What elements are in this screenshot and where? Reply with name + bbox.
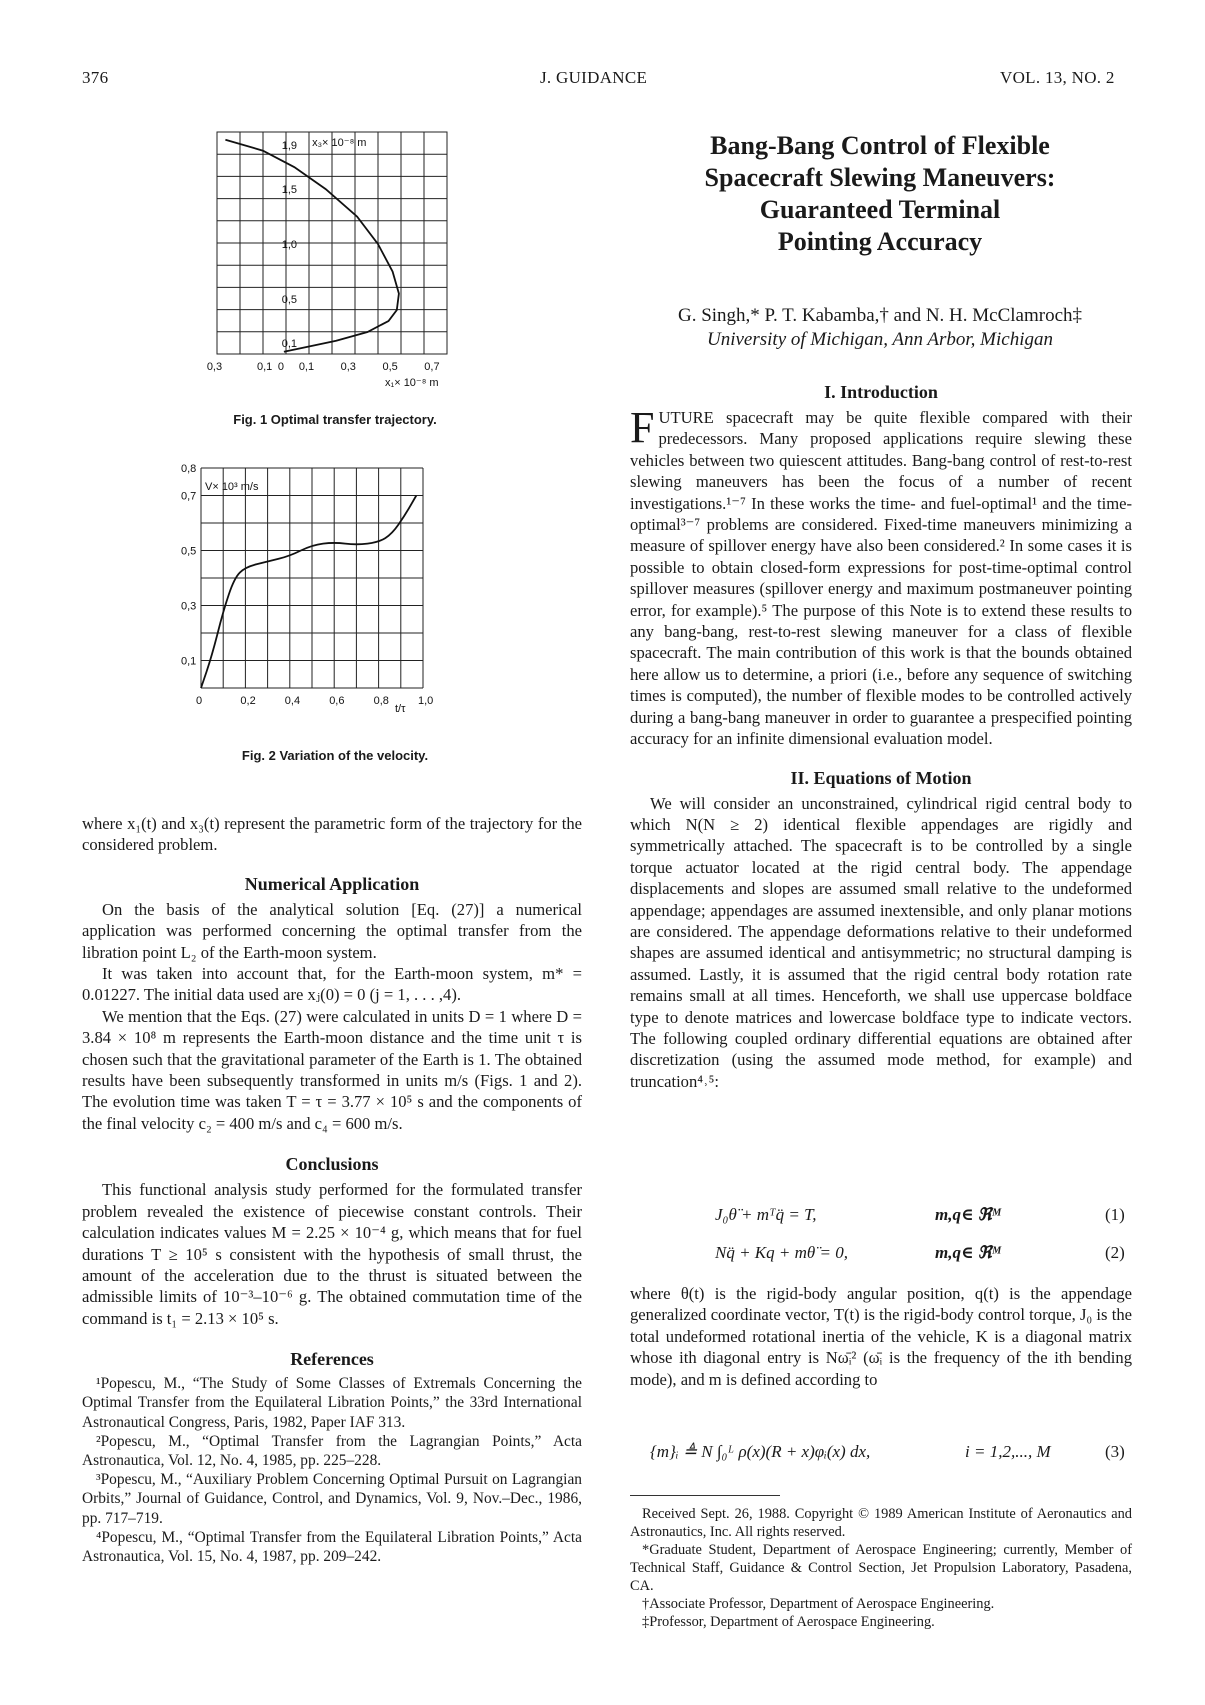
x-tick-label: 0,2 xyxy=(240,695,256,707)
motion-paragraph-2: where θ(t) is the rigid-body angular position, q(t) is the appendage generalized coordinate vector, T(t) is the rigid-body control torque, J₀ is the total undeformed rotational inertia of the vehicle, K is a diagonal matrix whose ith diagonal entry is Nω̄ᵢ² (ω̄ᵢ is the frequency of the ith bending mode), and m is defined according to xyxy=(630,1284,1132,1389)
footnote-item: Received Sept. 26, 1988. Copyright © 1989 American Institute of Aeronautics and Astronautics, Inc. All rights reserved. xyxy=(630,1506,1132,1540)
article-title xyxy=(640,130,1120,258)
journal-name: J. GUIDANCE xyxy=(540,68,648,87)
reference-item: ¹Popescu, M., “The Study of Some Classes of Extremals Concerning the Optimal Transfer from the Equilateral Libration Points,” the 33rd International Astronautical Congress, Paris, 1982, Paper IAF 313. xyxy=(82,1375,582,1431)
y-tick-label: 1,5 xyxy=(281,184,298,197)
volume-info: VOL. 13, NO. 2 xyxy=(1000,68,1115,87)
x-tick-label: 0,3 xyxy=(206,361,223,373)
x-axis-label: t/τ xyxy=(395,703,406,715)
numerical-paragraph-2: It was taken into account that, for the Earth-moon system, m* = 0.01227. The initial data used are xⱼ(0) = 0 (j = 1, . . . ,4). xyxy=(82,964,582,1005)
equation-2-number: (2) xyxy=(1105,1243,1125,1262)
numerical-heading: Numerical Application xyxy=(244,873,420,894)
y-axis-label: x₃× 10⁻⁸ m xyxy=(312,137,367,149)
numerical-paragraph-1: On the basis of the analytical solution [Eq. (27)] a numerical application was performed concerning the optimal transfer from the libration point L₂ of the Earth-moon system. xyxy=(82,899,582,962)
conclusions-paragraph: This functional analysis study performed for the formulated transfer problem revealed the existence of piecewise constant controls. Their calculation indicates values M = 2.25 × 10⁻⁴ g, which means that for fuel durations T ≥ 10⁵ s consistent with the hypothesis of small thrust, the amount of the acceleration due to the thrust is situated between the admissible limits of 10⁻³–10⁻⁶ g. The obtained commutation time of the command is t₁ = 2.13 × 10⁵ s. xyxy=(82,1180,582,1328)
y-tick-label: 0,7 xyxy=(181,490,197,503)
y-tick-label: 0,3 xyxy=(181,600,197,613)
introduction-paragraph xyxy=(630,403,1132,750)
y-tick-label: 0,5 xyxy=(181,545,197,558)
x-axis-label: x₁× 10⁻⁸ m xyxy=(385,377,439,389)
x-tick-label: 0 xyxy=(277,361,285,373)
x-tick-label: 0,6 xyxy=(329,695,345,707)
introduction-text: UTURE spacecraft may be quite flexible compared with their predecessors. Many proposed applications require slewing these vehicles between two quiescent attitudes. Bang-bang control of rest-to-rest slewing maneuvers has been the focus of a number of recent investigations.¹⁻⁷ In these works the time- and fuel-optimal¹ and the time-optimal³⁻⁷ problems are considered. Fixed-time maneuvers minimizing a measure of spillover energy have also been considered.² In some cases it is possible to obtain closed-form expressions for post-time-optimal control spillover measures (spillover energy and maximum postmaneuver pointing error, for example).⁵ The purpose of this Note is to extend these results to any bang-bang, rest-to-rest slewing maneuver for a class of flexible spacecraft. The main contribution of this work is that the bounds obtained here allow us to determine, a priori (i.e., before any sequence of switching times is computed), the number of flexible modes to be controlled actively during a bang-bang maneuver in order to guarantee a prespecified pointing accuracy for an infinite dimensional evaluation model. xyxy=(630,408,1132,749)
equation-2: Nq̈ + Kq + mθ̈ = 0, xyxy=(715,1243,848,1262)
introduction-heading: I. Introduction xyxy=(824,382,938,402)
motion-paragraph-1: We will consider an unconstrained, cylindrical rigid central body to which N(N ≥ 2) identical flexible appendages are rigidly and symmetrically attached. The spacecraft is to be controlled by a single torque actuator located at the rigid central body. The appendage displacements and slopes are assumed small relative to the undeformed appendage; appendages are assumed inextensible, and only planar motions are considered. The appendage deformations relative to their undeformed shapes are assumed identical and antisymmetric; no structural damping is assumed. Lastly, it is assumed that the rigid central body rotation rate remains small at all times. Henceforth, we shall use uppercase boldface type to denote matrices and lowercase boldface type to indicate vectors. The following coupled ordinary differential equations are obtained after discretization (using the assumed mode method, for example) and truncation⁴˒⁵: xyxy=(630,793,1132,1091)
reference-item: ⁴Popescu, M., “Optimal Transfer from the Equilateral Libration Points,” Acta Astronautica, Vol. 15, No. 4, 1987, pp. 209–242. xyxy=(82,1528,582,1565)
y-tick-label: 1,9 xyxy=(281,140,298,153)
conclusions-heading: Conclusions xyxy=(285,1154,379,1175)
title-line: Spacecraft Slewing Maneuvers: xyxy=(704,163,1056,192)
left-column xyxy=(82,813,582,1566)
affiliation: University of Michigan, Ann Arbor, Michigan xyxy=(706,329,1054,350)
footnote-item: ‡Professor, Department of Aerospace Engineering. xyxy=(642,1614,935,1630)
figure-2-chart xyxy=(181,463,483,734)
x-tick-label: 0,5 xyxy=(382,361,398,373)
x-tick-label: 0 xyxy=(196,695,203,707)
motion-continuation xyxy=(630,1283,1132,1390)
numerical-paragraph-3: We mention that the Eqs. (27) were calculated in units D = 1 where D = 3.84 × 10⁸ m represents the Earth-moon distance and the time unit τ is chosen such that the gravitational parameter of the Earth is 1. The obtained results have been subsequently transformed in units m/s (Figs. 1 and 2). The evolution time was taken T = τ = 3.77 × 10⁵ s and the components of the final velocity c₂ = 400 m/s and c₄ = 600 m/s. xyxy=(82,1006,582,1133)
figure-1-caption: Fig. 1 Optimal transfer trajectory. xyxy=(233,412,437,427)
right-column xyxy=(630,382,1132,1092)
x-tick-label: 0,3 xyxy=(340,361,356,373)
figure-1-chart xyxy=(195,128,475,398)
y-tick-label: 0,8 xyxy=(181,463,197,475)
footnote-item: †Associate Professor, Department of Aerospace Engineering. xyxy=(642,1596,995,1612)
authors: G. Singh,* P. T. Kabamba,† and N. H. McClamroch‡ xyxy=(677,305,1083,326)
y-axis-label: V× 10³ m/s xyxy=(205,481,259,493)
y-tick-label: 0,1 xyxy=(281,338,298,351)
title-line: Guaranteed Terminal xyxy=(759,195,1001,224)
x-tick-label: 0,7 xyxy=(424,361,440,373)
trajectory-curve xyxy=(225,140,399,352)
equation-3: {m}ᵢ ≜ N ∫₀ᴸ ρ(x)(R + x)φᵢ(x) dx, xyxy=(650,1442,871,1461)
footnotes xyxy=(630,1505,1132,1631)
figure-intro-text: where x₁(t) and x₃(t) represent the parametric form of the trajectory for the considered problem. xyxy=(82,814,582,855)
references-list xyxy=(82,1374,582,1566)
x-tick-label: 0,4 xyxy=(284,695,301,707)
title-line: Pointing Accuracy xyxy=(777,227,983,256)
equation-1-number: (1) xyxy=(1105,1205,1125,1224)
velocity-curve xyxy=(201,496,416,689)
y-tick-label: 0,1 xyxy=(181,655,197,668)
figure-2-caption: Fig. 2 Variation of the velocity. xyxy=(241,748,429,763)
title-line: Bang-Bang Control of Flexible xyxy=(710,131,1050,160)
x-tick-label: 1,0 xyxy=(418,695,434,707)
drop-cap: F xyxy=(630,403,655,452)
equation-3-range: i = 1,2,..., M xyxy=(965,1442,1051,1461)
x-tick-label: 0,1 xyxy=(298,361,315,373)
reference-item: ³Popescu, M., “Auxiliary Problem Concerning Optimal Pursuit on Lagrangian Orbits,” Journal of Guidance, Control, and Dynamics, Vol. 9, Nov.–Dec., 1986, pp. 717–719. xyxy=(82,1471,582,1527)
motion-heading: II. Equations of Motion xyxy=(790,767,972,788)
y-tick-label: 0,5 xyxy=(281,294,298,307)
footnote-item: *Graduate Student, Department of Aerospace Engineering; currently, Member of Technical Staff, Guidance & Control Section, Jet Propulsion Laboratory, Pasadena, CA. xyxy=(630,1542,1132,1594)
x-tick-label: 0,8 xyxy=(373,695,389,707)
author-block xyxy=(630,304,1130,352)
reference-item: ²Popescu, M., “Optimal Transfer from the Lagrangian Points,” Acta Astronautica, Vol. 12, No. 4, 1985, pp. 225–228. xyxy=(82,1432,582,1469)
footnote-rule xyxy=(630,1495,780,1496)
references-heading: References xyxy=(290,1349,374,1370)
x-tick-label: 0,1 xyxy=(257,361,273,373)
equation-3-number: (3) xyxy=(1105,1442,1125,1461)
page-number: 376 xyxy=(82,68,109,87)
y-tick-label: 1,0 xyxy=(281,239,298,252)
equation-1: J₀θ̈ + mᵀq̈ = T, xyxy=(715,1205,817,1224)
equation-2-domain: m,q∈ ℜᴹ xyxy=(935,1243,1001,1262)
equation-1-domain: m,q∈ ℜᴹ xyxy=(935,1205,1001,1224)
